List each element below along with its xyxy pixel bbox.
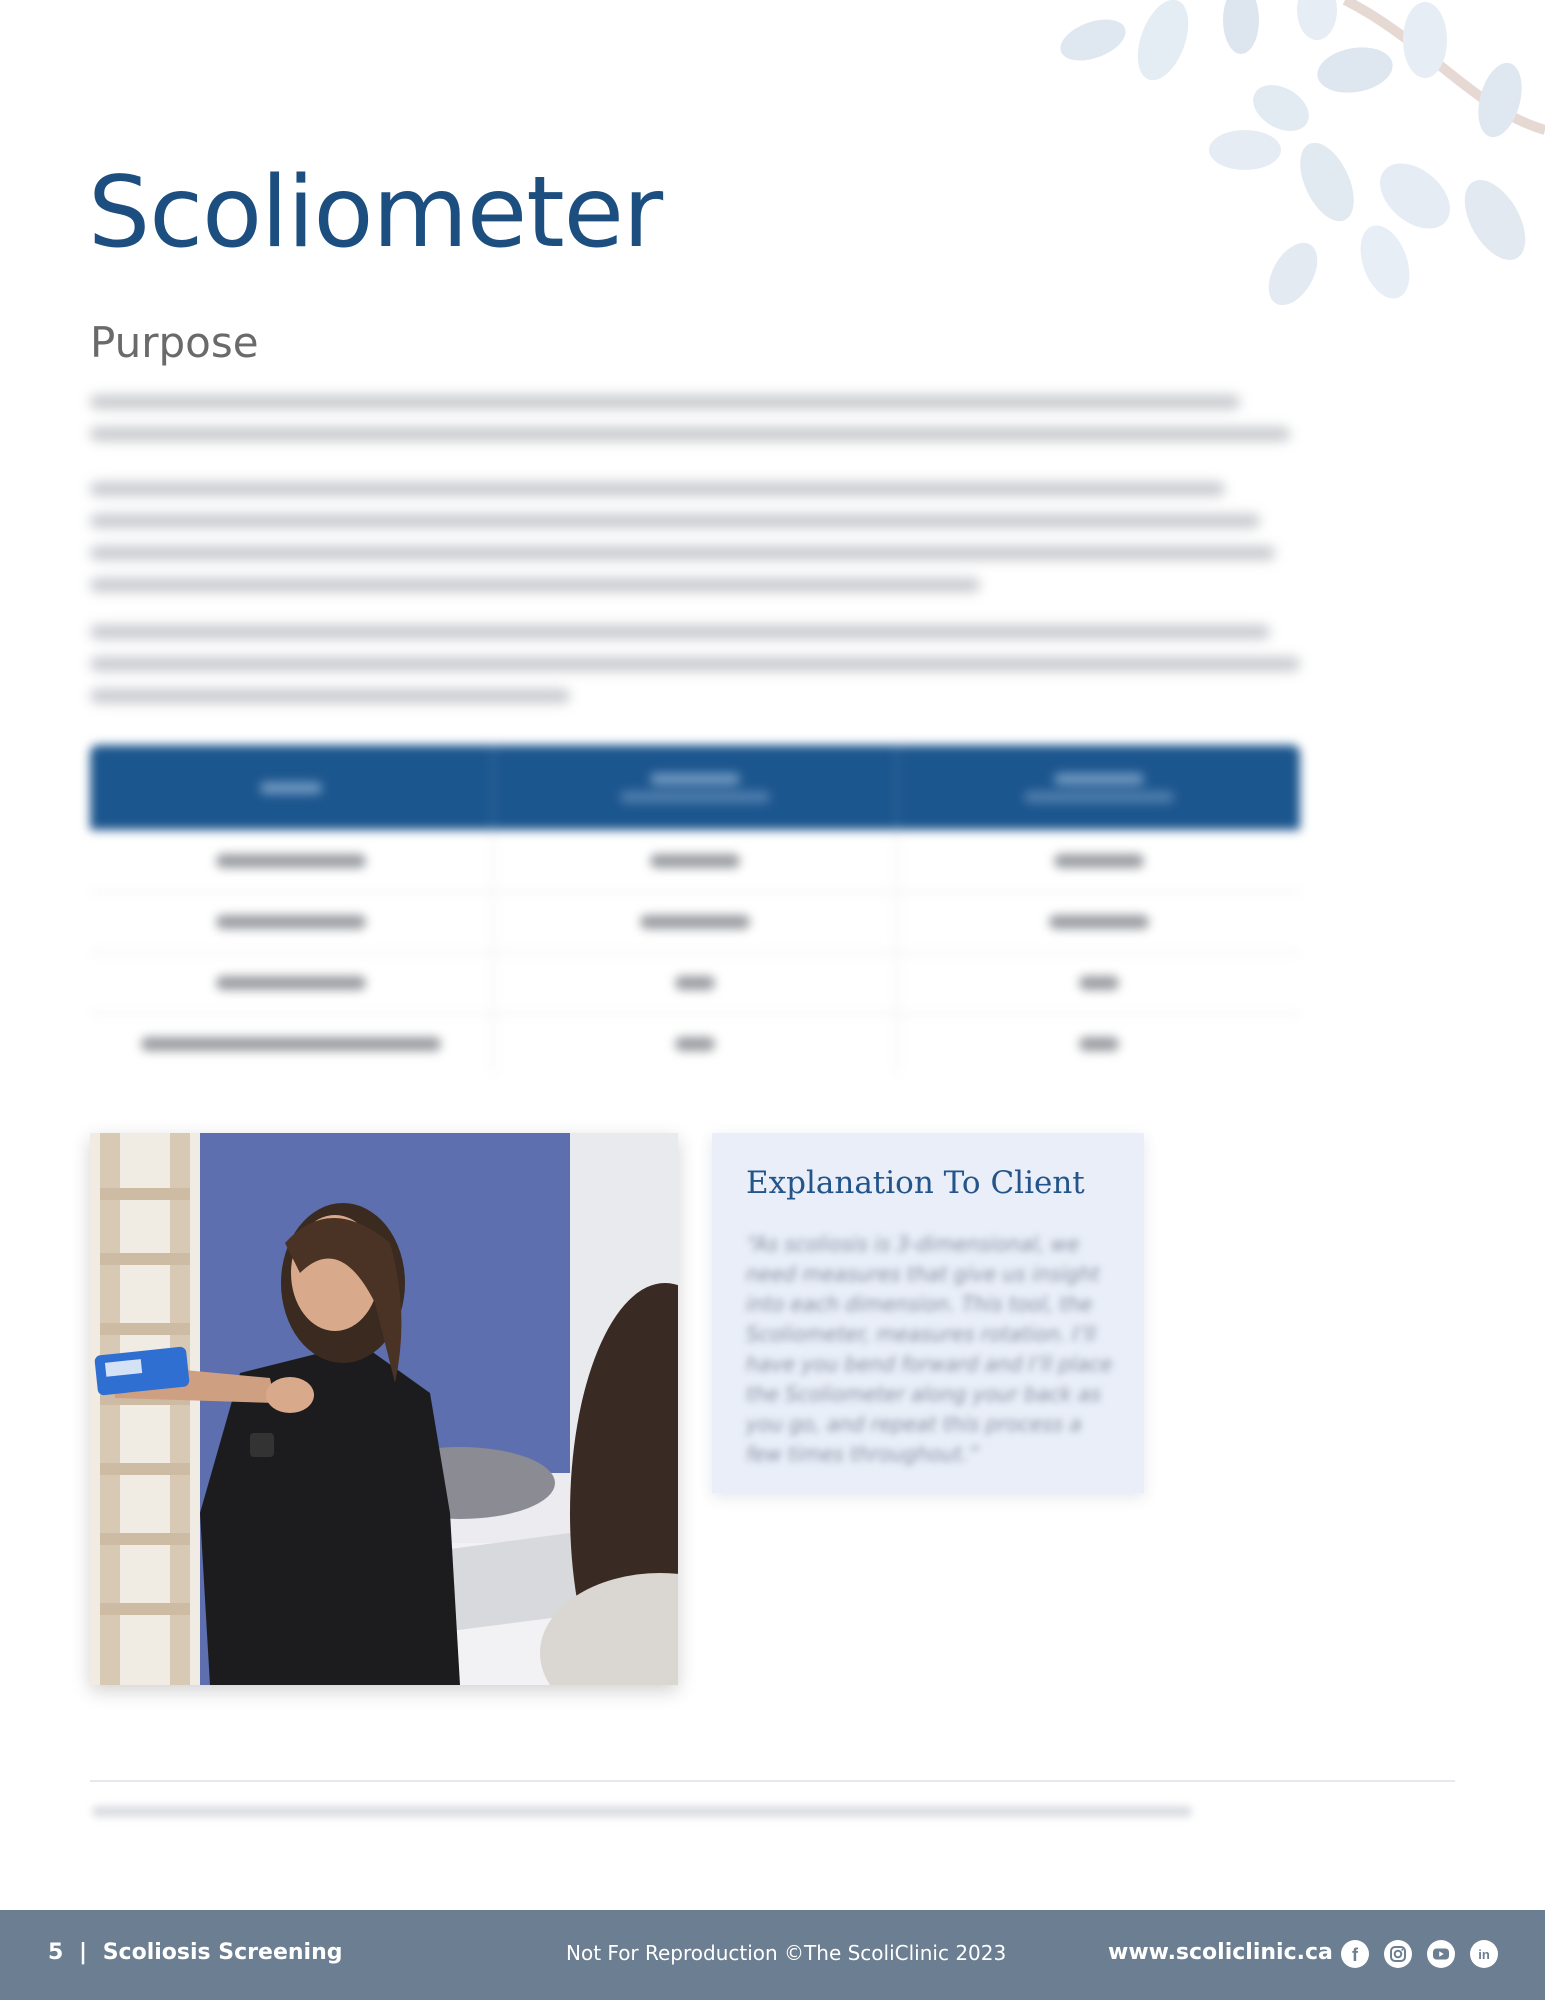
table-header	[90, 745, 1300, 830]
table-row	[90, 830, 1300, 893]
svg-text:f: f	[1352, 1945, 1358, 1965]
footer-website-link[interactable]: www.scoliclinic.ca	[1108, 1940, 1333, 1965]
callout-body-blurred: “As scoliosis is 3-dimensional, we need measures that give us insight into each dimension. This tool, the Scoliometer, measures rotation. I’ll have you bend forward and I’ll place the Scoliometer along your back as you go, and repeat this process a few times throughout.”	[746, 1232, 1113, 1466]
footer-page-label	[48, 1940, 342, 1965]
footer-notice: Not For Reproduction ©The ScoliClinic 2023	[566, 1941, 1007, 1965]
clinician-photo	[90, 1133, 678, 1685]
callout-title: Explanation To Client	[746, 1165, 1085, 1201]
table-row	[90, 952, 1300, 1015]
table-row	[90, 1013, 1300, 1074]
table-row	[90, 891, 1300, 954]
instagram-icon[interactable]	[1384, 1940, 1412, 1968]
blurred-table	[90, 745, 1300, 1085]
footer-separator: |	[78, 1940, 88, 1965]
linkedin-icon[interactable]	[1470, 1940, 1498, 1968]
leaf-decoration	[1045, 0, 1545, 330]
page-number: 5	[48, 1940, 64, 1965]
blurred-paragraph	[90, 482, 1300, 610]
page-title: Scoliometer	[88, 156, 663, 270]
footnote-divider	[90, 1780, 1455, 1782]
svg-text:in: in	[1478, 1947, 1490, 1962]
page-footer	[0, 1910, 1545, 2000]
explanation-callout	[712, 1133, 1144, 1493]
blurred-paragraph	[90, 625, 1300, 721]
blurred-paragraph	[90, 395, 1300, 459]
facebook-icon[interactable]	[1341, 1940, 1369, 1968]
footer-section-name: Scoliosis Screening	[102, 1940, 343, 1965]
blurred-footnote	[92, 1806, 1192, 1817]
section-heading-purpose: Purpose	[90, 318, 259, 367]
youtube-icon[interactable]	[1427, 1940, 1455, 1968]
